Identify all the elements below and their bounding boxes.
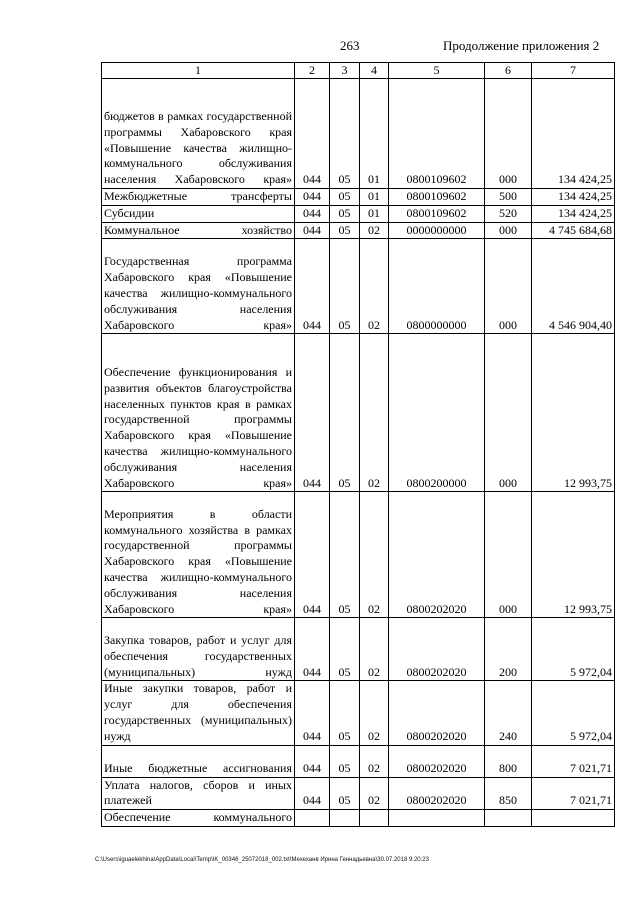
amount <box>532 810 615 827</box>
table-row <box>102 334 615 492</box>
expense-type-code: 000 <box>485 222 532 239</box>
expense-type-code: 000 <box>485 492 532 618</box>
expense-type-code: 800 <box>485 745 532 777</box>
amount: 5 972,04 <box>532 618 615 681</box>
target-code: 0800202020 <box>389 777 485 810</box>
table-row <box>102 810 615 827</box>
row-name: Иные бюджетные ассигнования <box>102 745 295 777</box>
subsection-code: 02 <box>360 239 389 334</box>
subsection-code: 01 <box>360 205 389 222</box>
expense-type-code: 520 <box>485 205 532 222</box>
table-row <box>102 205 615 222</box>
ministry-code: 044 <box>295 239 330 334</box>
row-name: Субсидии <box>102 205 295 222</box>
target-code: 0800109602 <box>389 79 485 189</box>
row-name: Государственная программа Хабаровского края «Повышение качества жилищно-коммунального обслуживания населения Хабаровского края» <box>102 239 295 334</box>
expense-type-code: 500 <box>485 189 532 206</box>
target-code: 0800109602 <box>389 189 485 206</box>
continuation-label: Продолжение приложения 2 <box>443 38 600 53</box>
subsection-code: 02 <box>360 777 389 810</box>
subsection-code: 02 <box>360 745 389 777</box>
section-code <box>330 810 360 827</box>
row-name: Обеспечение коммунального <box>102 810 295 827</box>
table-row <box>102 618 615 681</box>
column-header: 2 <box>295 63 330 79</box>
subsection-code: 02 <box>360 222 389 239</box>
amount: 5 972,04 <box>532 681 615 745</box>
amount: 134 424,25 <box>532 205 615 222</box>
table-row <box>102 492 615 618</box>
expense-type-code: 000 <box>485 239 532 334</box>
table-row <box>102 189 615 206</box>
amount: 12 993,75 <box>532 492 615 618</box>
target-code: 0000000000 <box>389 222 485 239</box>
table-row <box>102 79 615 189</box>
ministry-code: 044 <box>295 618 330 681</box>
subsection-code: 02 <box>360 334 389 492</box>
section-code: 05 <box>330 189 360 206</box>
column-header: 4 <box>360 63 389 79</box>
header-row <box>102 63 615 79</box>
expense-type-code: 240 <box>485 681 532 745</box>
amount: 134 424,25 <box>532 189 615 206</box>
subsection-code: 02 <box>360 618 389 681</box>
section-code: 05 <box>330 205 360 222</box>
ministry-code: 044 <box>295 205 330 222</box>
subsection-code: 01 <box>360 79 389 189</box>
ministry-code: 044 <box>295 222 330 239</box>
ministry-code <box>295 810 330 827</box>
table-row <box>102 681 615 745</box>
ministry-code: 044 <box>295 79 330 189</box>
section-code: 05 <box>330 492 360 618</box>
target-code: 0800109602 <box>389 205 485 222</box>
section-code: 05 <box>330 618 360 681</box>
ministry-code: 044 <box>295 189 330 206</box>
target-code: 0800202020 <box>389 618 485 681</box>
table-row <box>102 239 615 334</box>
file-path-footer: C:\Users\iguaelekhina\AppData\Local\Temp\IK_00346_25072018_002.txt\Мехеханв Ирина Геннадьевна\30.07.2018 9:20:23 <box>95 857 429 863</box>
section-code: 05 <box>330 681 360 745</box>
column-header: 1 <box>102 63 295 79</box>
subsection-code: 02 <box>360 681 389 745</box>
amount: 7 021,71 <box>532 745 615 777</box>
section-code: 05 <box>330 334 360 492</box>
target-code: 0800000000 <box>389 239 485 334</box>
section-code: 05 <box>330 777 360 810</box>
page-number: 263 <box>340 38 360 53</box>
column-header: 3 <box>330 63 360 79</box>
table-row <box>102 777 615 810</box>
subsection-code <box>360 810 389 827</box>
section-code: 05 <box>330 239 360 334</box>
target-code <box>389 810 485 827</box>
table-row <box>102 222 615 239</box>
section-code: 05 <box>330 79 360 189</box>
table-row <box>102 745 615 777</box>
row-name: Закупка товаров, работ и услуг для обеспечения государственных (муниципальных) нужд <box>102 618 295 681</box>
expense-type-code: 000 <box>485 79 532 189</box>
ministry-code: 044 <box>295 492 330 618</box>
amount: 7 021,71 <box>532 777 615 810</box>
row-name: Иные закупки товаров, работ и услуг для обеспечения государственных (муниципальных) нужд <box>102 681 295 745</box>
target-code: 0800202020 <box>389 681 485 745</box>
subsection-code: 02 <box>360 492 389 618</box>
target-code: 0800202020 <box>389 745 485 777</box>
section-code: 05 <box>330 222 360 239</box>
ministry-code: 044 <box>295 745 330 777</box>
budget-table <box>101 62 615 827</box>
amount: 4 546 904,40 <box>532 239 615 334</box>
target-code: 0800200000 <box>389 334 485 492</box>
row-name: Межбюджетные трансферты <box>102 189 295 206</box>
table-body <box>102 79 615 827</box>
column-header: 5 <box>389 63 485 79</box>
column-header: 6 <box>485 63 532 79</box>
target-code: 0800202020 <box>389 492 485 618</box>
expense-type-code: 000 <box>485 334 532 492</box>
amount: 4 745 684,68 <box>532 222 615 239</box>
expense-type-code: 200 <box>485 618 532 681</box>
expense-type-code: 850 <box>485 777 532 810</box>
row-name: Обеспечение функционирования и развития объектов благоустройства населенных пунктов края в рамках государственной программы Хабаровского края «Повышение качества жилищно-коммунального обслуживания населения Хабаровского края» <box>102 334 295 492</box>
row-name: Коммунальное хозяйство <box>102 222 295 239</box>
ministry-code: 044 <box>295 777 330 810</box>
amount: 134 424,25 <box>532 79 615 189</box>
section-code: 05 <box>330 745 360 777</box>
row-name: Уплата налогов, сборов и иных платежей <box>102 777 295 810</box>
ministry-code: 044 <box>295 681 330 745</box>
ministry-code: 044 <box>295 334 330 492</box>
amount: 12 993,75 <box>532 334 615 492</box>
subsection-code: 01 <box>360 189 389 206</box>
row-name: Мероприятия в области коммунального хозяйства в рамках государственной программы Хабаровского края «Повышение качества жилищно-коммунального обслуживания населения Хабаровского края» <box>102 492 295 618</box>
row-name: бюджетов в рамках государственной программы Хабаровского края «Повышение качества жилищно-коммунального обслуживания населения Хабаровского края» <box>102 79 295 189</box>
expense-type-code <box>485 810 532 827</box>
column-header: 7 <box>532 63 615 79</box>
